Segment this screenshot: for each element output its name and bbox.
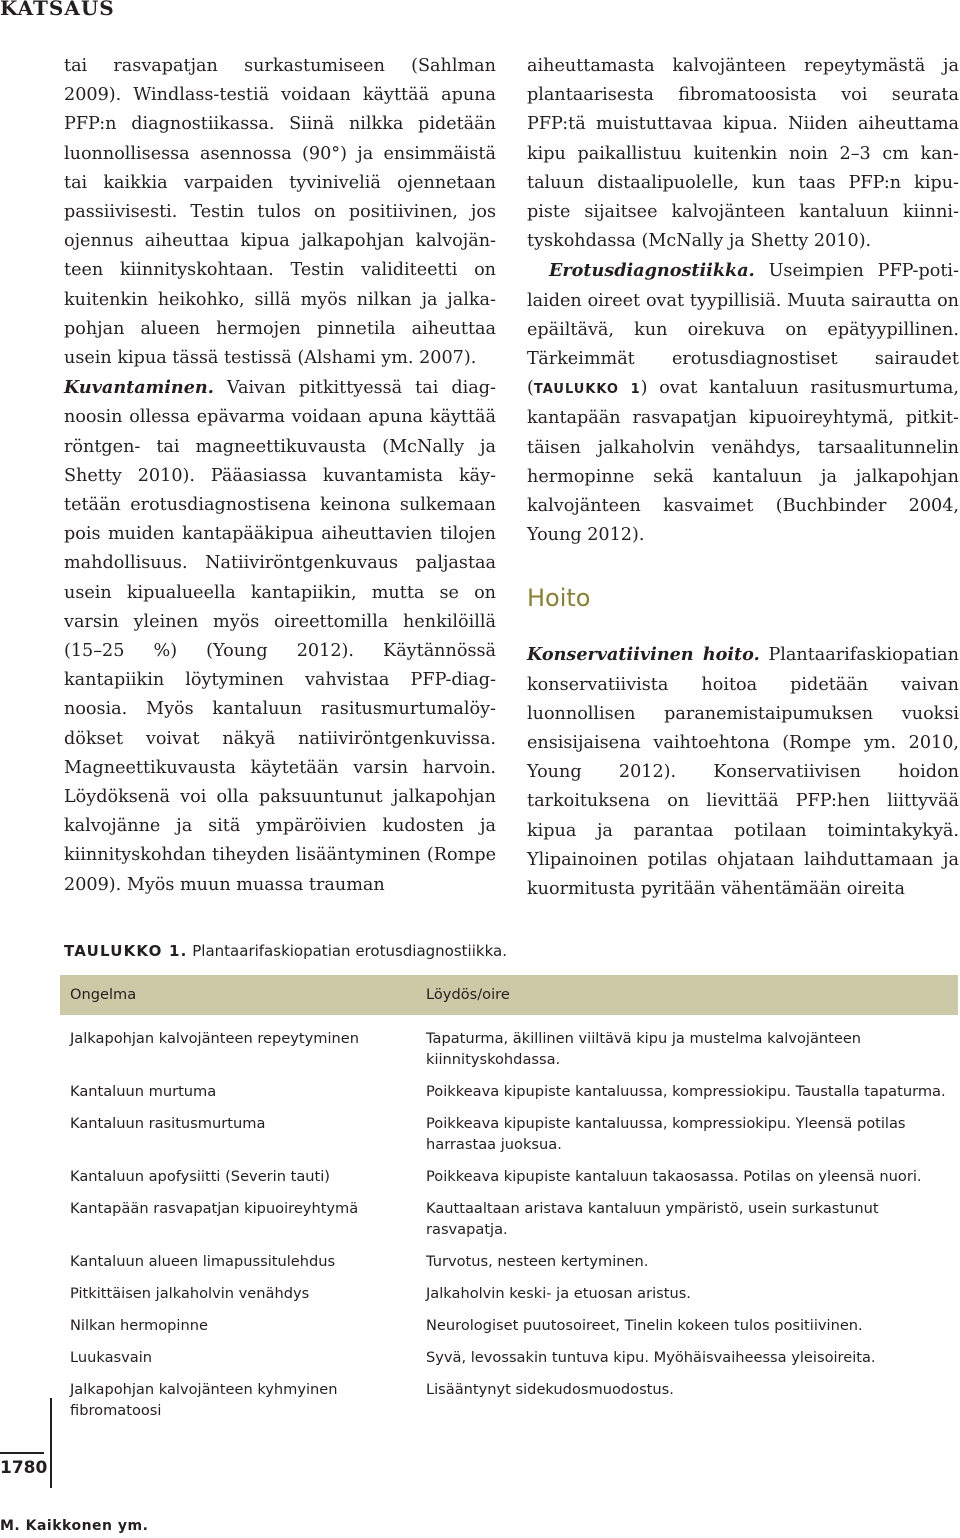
author-footer: M. Kaikkonen ym. (0, 1518, 149, 1534)
table-row (60, 1246, 958, 1278)
table-cell-finding: Lisääntynyt sidekudosmuodostus. (426, 1381, 674, 1398)
table-row (60, 1076, 958, 1108)
table-cell-finding: Jalkaholvin keski- ja etuosan aristus. (426, 1285, 691, 1302)
right-column (527, 52, 959, 904)
table-row (60, 1193, 958, 1246)
table-cell-finding: Syvä, levossakin tuntuva kipu. Myöhäisvaiheessa yleisoireita. (426, 1349, 876, 1366)
table-cell-finding: Tapaturma, äkillinen viiltävä kipu ja mustelma kalvojänteen kiinnityskohdassa. (426, 1030, 862, 1068)
table-cell-problem: Nilkan hermopinne (70, 1317, 208, 1334)
subheading-erotusdiagnostiikka: Erotusdiagnostiikka. (549, 260, 755, 282)
page-number-rule (50, 1398, 52, 1488)
table-cell-problem: Luukasvain (70, 1349, 152, 1366)
subheading-konservatiivinen: Konservatiivinen hoito. (527, 644, 760, 666)
section-heading-hoito: Hoito (527, 584, 591, 613)
table-cell-finding: Turvotus, nesteen kertyminen. (426, 1253, 649, 1270)
table-cell-problem: Kantaluun rasitusmurtuma (70, 1115, 266, 1132)
table-caption (64, 942, 507, 960)
left-column (64, 52, 496, 900)
body-text: Plantaarifaskiopatian konservatiivista hoitoa pidetään vaivan luonnollisen paranemistaipumuksen vuoksi ensisijaisena vaihtoehtona (Rompe ym. 2010, Young 2012). Konservatiivisen hoidon tarkoituksena on lievittää PFP:hen liittyvää kipua ja parantaa potilaan toimintakykyä. Ylipainoinen potilas ohjataan laihduttamaan ja kuormitusta pyritään vähentämään oireita (527, 645, 959, 900)
subheading-kuvantaminen: Kuvantaminen. (64, 377, 214, 399)
table-caption-label: TAULUKKO 1. (64, 942, 188, 960)
table-row (60, 1278, 958, 1310)
paragraph (64, 52, 496, 900)
section-label: KATSAUS (0, 0, 115, 20)
table-cell-finding: Kauttaaltaan aristava kantaluun ympäristö, usein surkastunut rasvapatja. (426, 1200, 879, 1238)
body-text: Useimpien PFP-potilaiden oireet ovat tyypillisiä. Muuta sairautta on epäiltävä, kun oirekuva on epätyypillinen. Tärkeimmät erotusdiagnostiset sairaudet ( (527, 261, 959, 399)
table-row (60, 1374, 958, 1427)
table-cell-finding: Poikkeava kipupiste kantaluussa, kompressiokipu. Yleensä potilas harrastaa juoksua. (426, 1115, 906, 1153)
column-header-loydos: Löydös/oire (416, 975, 958, 1015)
table-row (60, 1342, 958, 1374)
paragraph (527, 52, 959, 256)
paragraph (527, 256, 959, 550)
column-header-ongelma: Ongelma (60, 975, 416, 1015)
table-reference: TAULUKKO 1 (533, 382, 641, 398)
table-cell-problem: Kantaluun apofysiitti (Severin tauti) (70, 1168, 330, 1185)
table-cell-problem: Kantaluun alueen limapussitulehdus (70, 1253, 336, 1270)
table-cell-problem: Kantaluun murtuma (70, 1083, 217, 1100)
table-row (60, 1015, 958, 1076)
table-cell-finding: Poikkeava kipupiste kantaluussa, kompressiokipu. Taustalla tapaturma. (426, 1083, 946, 1100)
body-text: tai rasvapatjan surkastumiseen (Sahlman 2009). Windlass-testiä voidaan käyttää apuna PFP:n diagnostiikassa. Siinä nilkka pidetään luonnollisessa asennossa (90°) ja ensimmäistä tai kaikkia varpaiden tyviniveliä ojennetaan passiivisesti. Testin tulos on positiivinen, jos ojennus aiheuttaa kipua jalkapohjan kalvojänteen kiinnityskohtaan. Testin validiteetti on kuitenkin heikohko, sillä myös nilkan ja jalkapohjan alueen hermojen pinnetila aiheuttaa usein kipua tässä testissä (Alshami ym. 2007). (64, 56, 496, 369)
table-cell-finding: Neurologiset puutosoireet, Tinelin kokeen tulos positiivinen. (426, 1317, 863, 1334)
body-text: aiheuttamasta kalvojänteen repeytymästä ja plantaarisesta fibromatoosista voi seurata PFP:tä muistuttavaa kipua. Niiden aiheuttama kipu paikallistuu kuitenkin noin 2–3 cm kantaluun distaalipuolelle, kun taas PFP:n kipupiste sijaitsee kalvojänteen kantaluun kiinnityskohdassa (McNally ja Shetty 2010). (527, 56, 959, 252)
body-text: Vaivan pitkittyessä tai diagnoosin ollessa epävarma voidaan apuna käyttää röntgen- tai magneettikuvausta (McNally ja Shetty 2010). Pääasiassa kuvantamista käytetään erotusdiagnostisena keinona sulkemaan pois muiden kantapääkipua aiheuttavien tilojen mahdollisuus. Natiiviröntgenkuvaus paljastaa usein kipualueella kantapiikin, mutta se on varsin yleinen myös oireettomilla henkilöillä (15–25 %) (Young 2012). Käytännössä kantapiikin löytyminen vahvistaa PFP-diagnoosia. Myös kantaluun rasitusmurtumalöydökset voivat näkyä natiiviröntgenkuvissa. Magneettikuvausta käytetään varsin harvoin. Löydöksenä voi olla paksuuntunut jalkapohjan kalvojänne ja sitä ympäröivien kudosten ja kiinnityskohdan tiheyden lisääntyminen (Rompe 2009). Myös muun muassa trauman (64, 378, 496, 895)
paragraph (527, 640, 959, 904)
table-header-row (60, 975, 958, 1015)
body-text: ) ovat kantaluun rasitusmurtuma, kantapään rasvapatjan kipuoireyhtymä, pitkittäisen jalkaholvin venähdys, tarsaalitunnelin hermopinne sekä kantaluun ja jalkapohjan kalvojänteen kasvaimet (Buchbinder 2004, Young 2012). (527, 378, 959, 546)
table-cell-problem: Jalkapohjan kalvojänteen repeytyminen (70, 1030, 359, 1047)
table-row (60, 1108, 958, 1161)
table-cell-problem: Jalkapohjan kalvojänteen kyhmyinen fibromatoosi (70, 1381, 338, 1419)
table-row (60, 1310, 958, 1342)
table-row (60, 1161, 958, 1193)
table-caption-text: Plantaarifaskiopatian erotusdiagnostiikka. (192, 942, 507, 960)
table-cell-problem: Kantapään rasvapatjan kipuoireyhtymä (70, 1200, 359, 1217)
table-cell-problem: Pitkittäisen jalkaholvin venähdys (70, 1285, 310, 1302)
table-cell-finding: Poikkeava kipupiste kantaluun takaosassa. Potilas on yleensä nuori. (426, 1168, 922, 1185)
differential-diagnosis-table (60, 975, 958, 1427)
page-number: 1780 (0, 1452, 44, 1490)
